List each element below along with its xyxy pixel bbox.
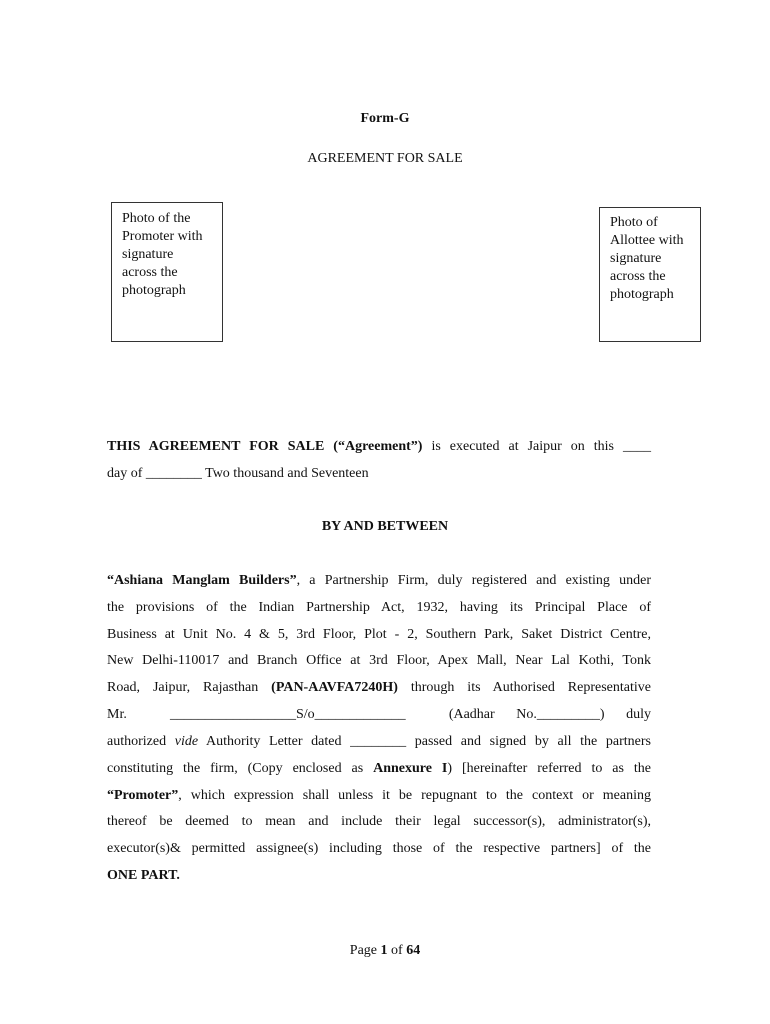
party-line-2: the provisions of the Indian Partnership Act, 1932, having its Principal Place of xyxy=(107,600,651,615)
party-text: authorized xyxy=(107,734,175,749)
promoter-photo-line: signature xyxy=(122,247,174,262)
allottee-photo-line: signature xyxy=(610,251,662,266)
pan-number: (PAN-AAVFA7240H) xyxy=(271,680,398,695)
party-line-8 xyxy=(107,761,651,777)
party-text: Authority Letter dated ________ passed and signed by all the partners xyxy=(198,734,651,749)
total-pages: 64 xyxy=(406,943,421,958)
page-number xyxy=(0,943,770,959)
allottee-photo-line: photograph xyxy=(610,287,674,302)
promoter-photo-box xyxy=(111,202,223,342)
allottee-photo-line: across the xyxy=(610,269,666,284)
promoter-name: “Ashiana Manglam Builders” xyxy=(107,573,297,588)
party-line-6: Mr. __________________S/o_____________ (Aadhar No._________) duly xyxy=(107,707,651,722)
party-line-9 xyxy=(107,788,651,804)
intro-heading: THIS AGREEMENT FOR SALE (“Agreement”) xyxy=(107,439,423,454)
vide-text: vide xyxy=(174,734,199,749)
promoter-photo-line: photograph xyxy=(122,283,186,298)
allottee-photo-line: Photo of xyxy=(610,215,658,230)
party-line-10: thereof be deemed to mean and include their legal successor(s), administrator(s), xyxy=(107,814,651,829)
party-line-4: New Delhi-110017 and Branch Office at 3rd Floor, Apex Mall, Near Lal Kothi, Tonk xyxy=(107,653,651,668)
allottee-photo-box xyxy=(599,207,701,342)
promoter-photo-line: Promoter with xyxy=(122,229,203,244)
party-line-3: Business at Unit No. 4 & 5, 3rd Floor, Plot - 2, Southern Park, Saket District Centre, xyxy=(107,627,651,642)
promoter-photo-line: across the xyxy=(122,265,178,280)
party-line-12: ONE PART. xyxy=(107,868,180,883)
annexure-label: Annexure I xyxy=(373,761,448,776)
party-text: constituting the firm, (Copy enclosed as xyxy=(107,761,374,776)
party-line-1 xyxy=(107,573,651,589)
party-line-7 xyxy=(107,734,651,750)
party-text: , which expression shall unless it be repugnant to the context or meaning xyxy=(178,788,651,803)
of-word: of xyxy=(387,943,407,958)
party-line-5 xyxy=(107,680,651,696)
intro-line-1 xyxy=(107,439,651,455)
party-text: ) [hereinafter referred to as the xyxy=(447,761,651,776)
party-text: , a Partnership Firm, duly registered and existing under xyxy=(296,573,652,588)
party-line-11: executor(s)& permitted assignee(s) including those of the respective partners] of the xyxy=(107,841,651,856)
intro-text: is executed at Jaipur on this ____ xyxy=(422,439,651,454)
allottee-photo-line: Allottee with xyxy=(610,233,684,248)
form-label: Form-G xyxy=(360,111,410,126)
by-and-between-heading: BY AND BETWEEN xyxy=(321,519,449,534)
promoter-photo-line: Photo of the xyxy=(122,211,191,226)
promoter-term: “Promoter” xyxy=(107,788,179,803)
party-text: through its Authorised Representative xyxy=(397,680,651,695)
party-text: Road, Jaipur, Rajasthan xyxy=(107,680,272,695)
current-page: 1 xyxy=(380,943,388,958)
document-title: AGREEMENT FOR SALE xyxy=(307,151,463,166)
intro-line-2: day of ________ Two thousand and Seventeen xyxy=(107,466,369,481)
page-word: Page xyxy=(349,943,381,958)
